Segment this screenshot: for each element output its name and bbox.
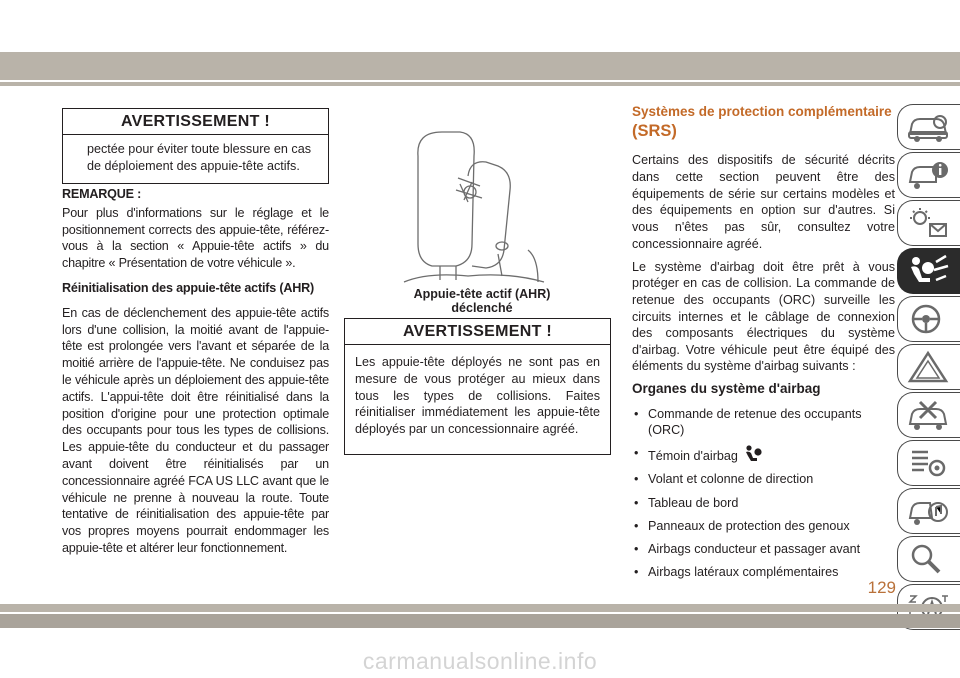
list-item: • Tableau de bord bbox=[632, 495, 895, 511]
tab-car[interactable] bbox=[897, 104, 960, 150]
tab-customer-assistance[interactable] bbox=[897, 536, 960, 582]
airbag-components-list bbox=[632, 406, 895, 581]
safety-seat-icon bbox=[906, 254, 950, 288]
srs-para-1: Certains des dispositifs de sécurité décrits dans cette section peuvent être des équipements de série sur certains modèles et des équipements en option sur d'autres. Si vous n'êtes pas sûr, consultez votre concessionnaire agréé. bbox=[632, 153, 895, 251]
search-icon bbox=[906, 542, 950, 576]
media-icon bbox=[906, 494, 950, 528]
srs-heading-line1: Systèmes de protection complémentaire bbox=[632, 104, 892, 119]
tab-maintenance[interactable] bbox=[897, 392, 960, 438]
figure-caption: Appuie-tête actif (AHR) déclenché bbox=[413, 287, 551, 315]
tab-warning-lights[interactable] bbox=[897, 200, 960, 246]
airbag-warning-icon bbox=[743, 445, 763, 463]
page-number: 129 bbox=[867, 578, 896, 597]
warning-title-2: AVERTISSEMENT ! bbox=[345, 319, 610, 345]
tab-specifications[interactable] bbox=[897, 440, 960, 486]
list-item: • Panneaux de protection des genoux bbox=[632, 518, 895, 534]
srs-heading bbox=[632, 104, 892, 141]
list-item: • Airbags latéraux complémentaires bbox=[632, 564, 895, 580]
hazard-icon bbox=[906, 350, 950, 384]
tab-multimedia[interactable] bbox=[897, 488, 960, 534]
srs-heading-line2: (SRS) bbox=[632, 122, 677, 140]
steering-wheel-icon bbox=[906, 302, 950, 336]
car-icon bbox=[906, 110, 950, 144]
service-icon bbox=[906, 446, 950, 480]
warning-title: AVERTISSEMENT ! bbox=[63, 109, 328, 135]
reinit-heading: Réinitialisation des appuie-tête actifs (AHR) bbox=[62, 280, 315, 295]
top-band bbox=[0, 52, 960, 80]
top-rule bbox=[0, 82, 960, 86]
headrest-illustration bbox=[398, 126, 550, 284]
bottom-rule bbox=[0, 604, 960, 612]
watermark: carmanualsonline.info bbox=[362, 648, 598, 674]
list-item: • Témoin d'airbag bbox=[632, 445, 895, 464]
remarque-text: Pour plus d'informations sur le réglage et le positionnement corrects des appuie-tête, référez-vous à la section « Appuie-tête actifs » du chapitre « Présentation de votre véhicule ». bbox=[62, 205, 329, 271]
warning-text: pectée pour éviter toute blessure en cas de déploiement des appuie-tête actifs. bbox=[87, 142, 312, 173]
tab-driving[interactable] bbox=[897, 296, 960, 342]
warning-lights-icon bbox=[906, 206, 950, 240]
tab-emergency[interactable] bbox=[897, 344, 960, 390]
list-item: • Airbags conducteur et passager avant bbox=[632, 541, 895, 557]
warning-text-2: Les appuie-tête déployés ne sont pas en mesure de vous protéger au mieux dans tous les types de collisions. Faites réinitialiser immédiatement les appuie-tête déployés par un concessionnaire agréé. bbox=[355, 355, 600, 437]
remarque-label: REMARQUE : bbox=[62, 187, 142, 201]
list-item: • Volant et colonne de direction bbox=[632, 471, 895, 487]
right-column bbox=[632, 152, 895, 587]
reinit-text: En cas de déclenchement des appuie-tête actifs lors d'une collision, la moitié avant de l'appuie-tête est prolongée vers l'avant et séparée de la moitié arrière de l'appuie-tête. Ne conduisez pas le véhicule après un déploiement des appuie-tête actifs. L'appui-tête doit être réinitialisé dans la position d'origine pour une protection optimale des occupants pour tous les types de collisions. Les appuie-tête du conducteur et du passager avant doivent être réinitialisés par un concessionnaire agréé FCA US LLC avant que le véhicule ne prenne à nouveau la route. Toute tentative de réinitialisation des appuie-tête par vos propres moyens pourrait endommager les appuie-tête et altérer leur fonctionnement. bbox=[62, 305, 329, 555]
left-column bbox=[62, 186, 329, 565]
list-item: • Commande de retenue des occupants (ORC) bbox=[632, 406, 895, 438]
warning-box-middle bbox=[344, 318, 611, 455]
warning-box-left bbox=[62, 108, 329, 184]
bottom-band bbox=[0, 614, 960, 628]
wrench-icon bbox=[906, 398, 950, 432]
organes-heading: Organes du système d'airbag bbox=[632, 380, 821, 396]
info-icon bbox=[906, 158, 950, 192]
srs-para-2: Le système d'airbag doit être prêt à vous protéger en cas de collision. La commande de retenue des occupants (ORC) surveille les circuits internes et le câblage de connexion des composants électriques du système d'airbag. Votre véhicule peut être équipé des éléments du système d'airbag suivants : bbox=[632, 259, 895, 374]
tab-safety[interactable] bbox=[897, 248, 960, 294]
tab-info[interactable] bbox=[897, 152, 960, 198]
